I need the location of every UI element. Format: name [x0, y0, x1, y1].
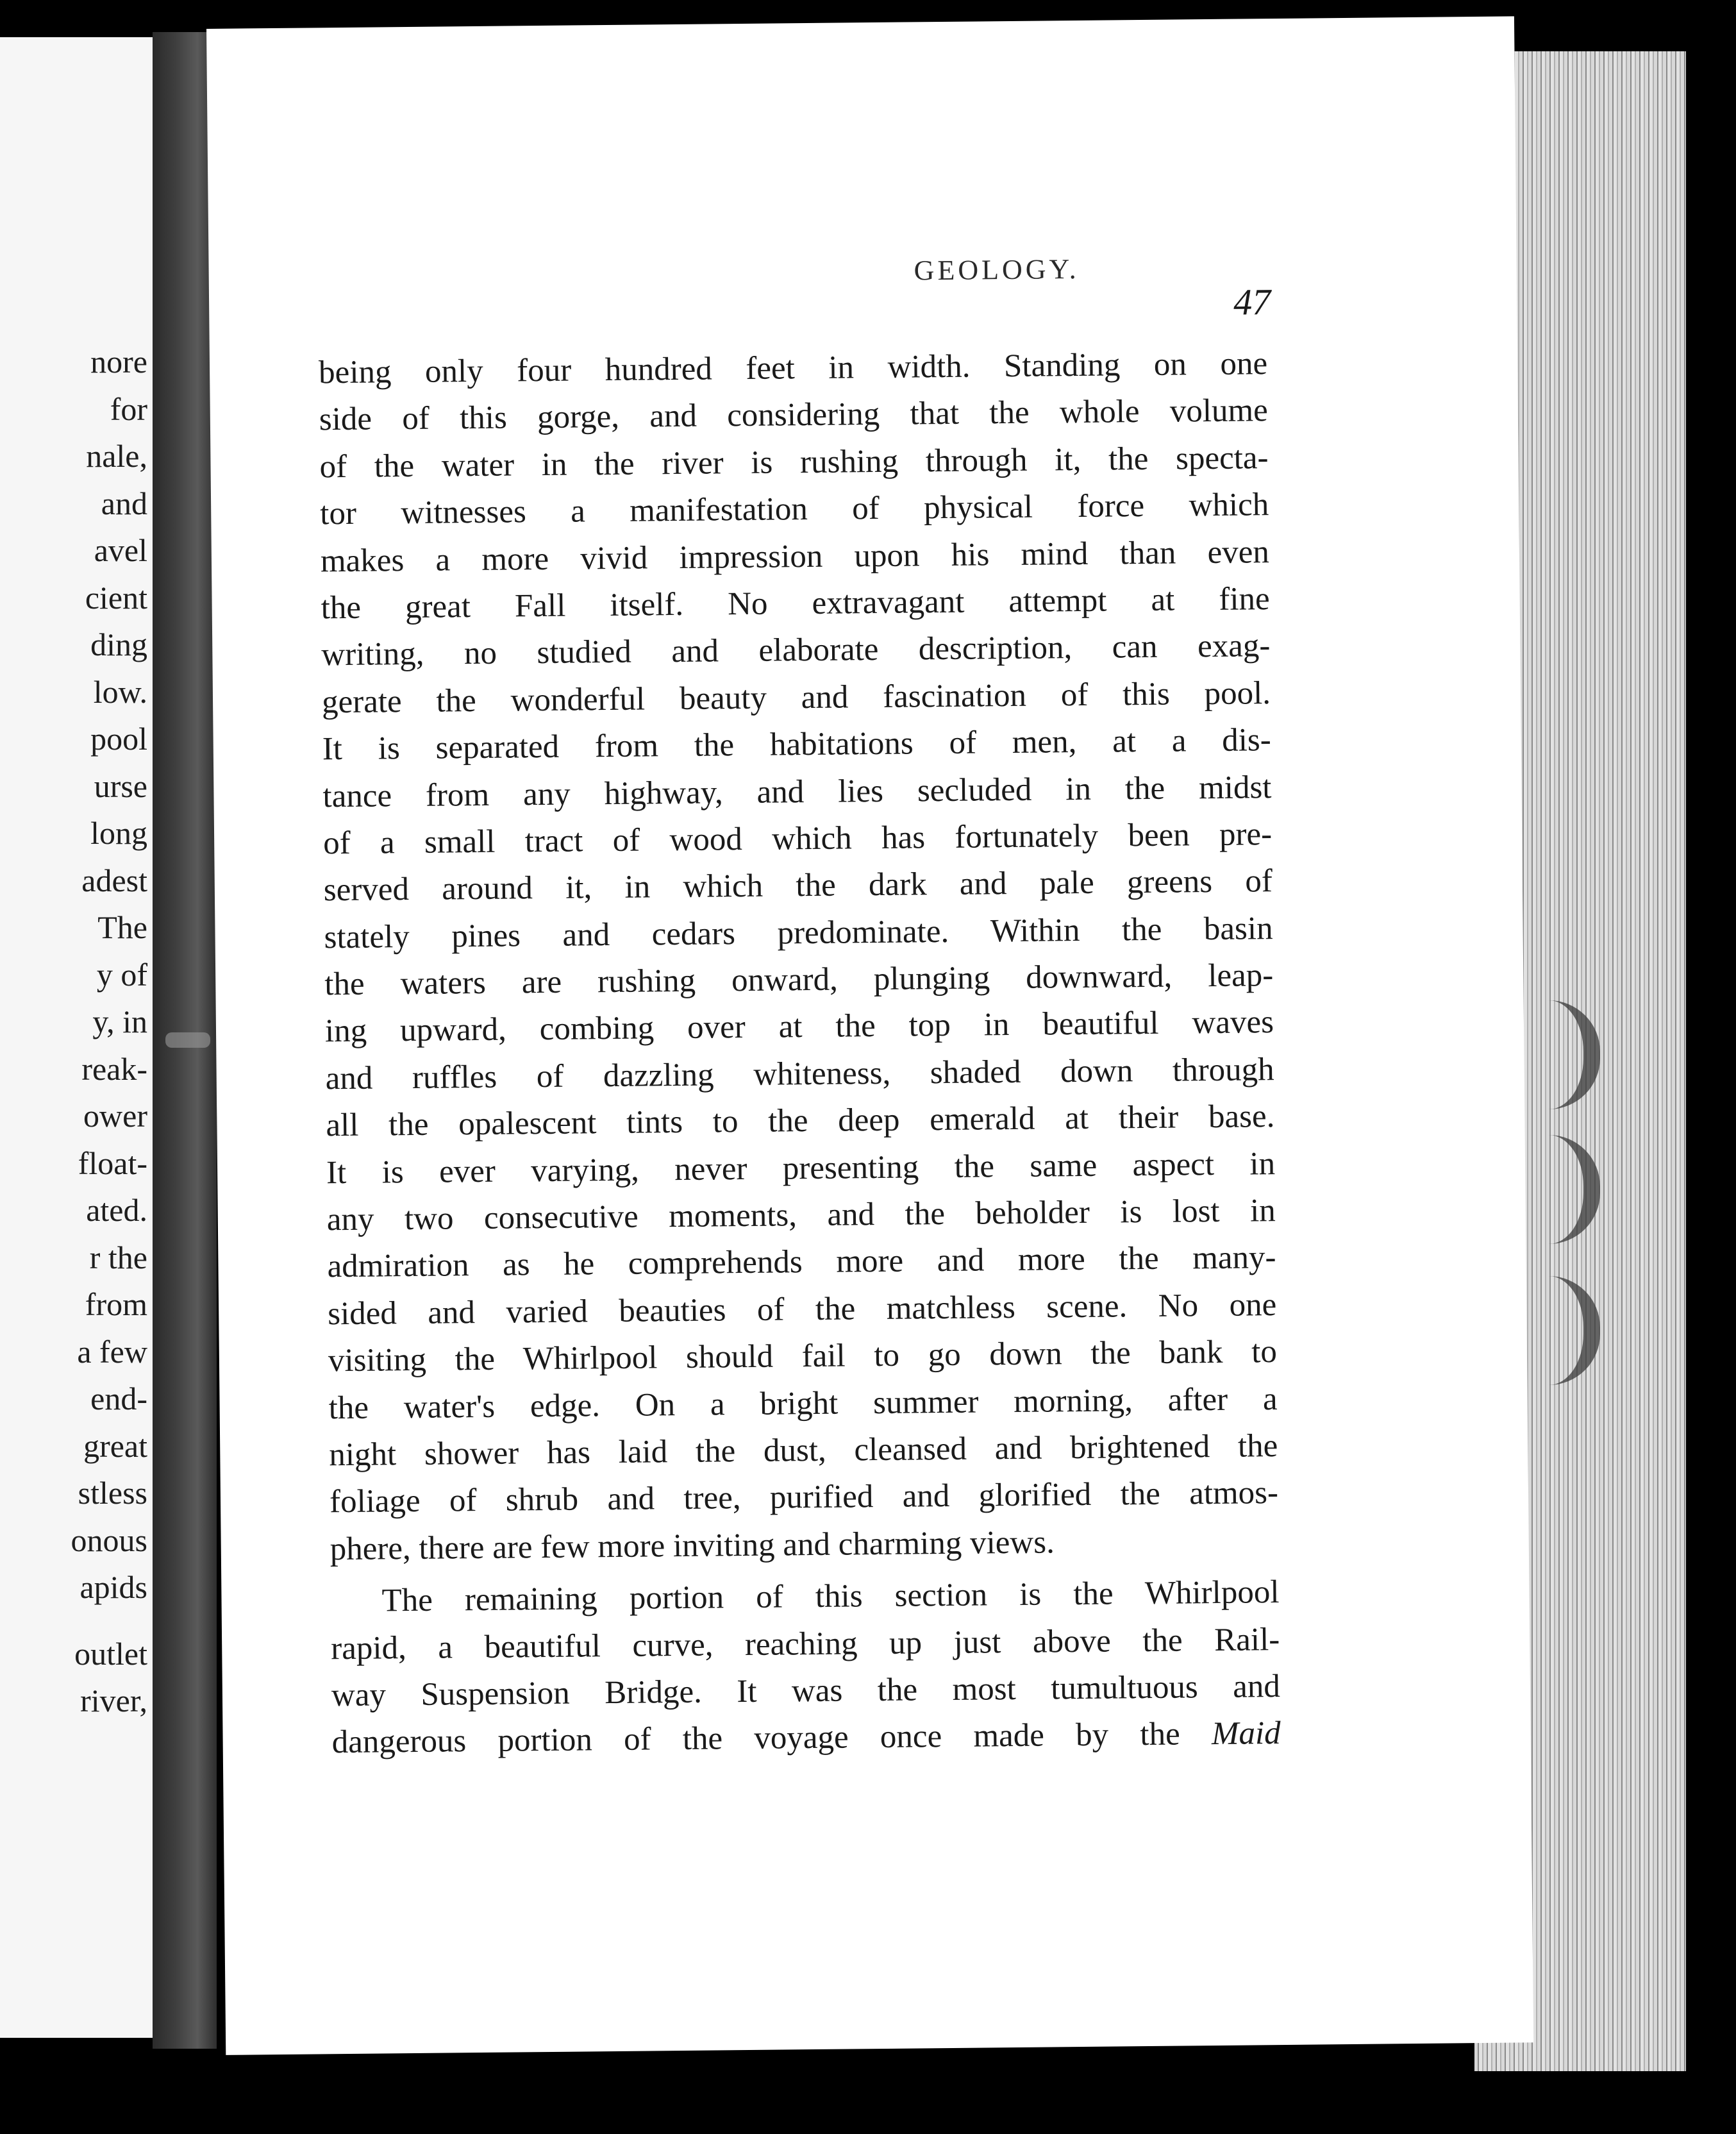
text-segment: dangerous portion of the voyage once made by the [331, 1716, 1212, 1761]
left-fragment: from [85, 1286, 147, 1322]
left-fragment: end- [90, 1381, 147, 1416]
left-fragment: ding [90, 626, 147, 662]
left-page-fragments [71, 339, 147, 1725]
left-fragment: onous [71, 1522, 147, 1558]
text-line: admiration as he comprehends more and more the many- [327, 1239, 1276, 1285]
left-fragment: y of [96, 956, 147, 993]
text-line: tor witnesses a manifestation of physical force which [320, 487, 1269, 532]
left-fragment: a few [77, 1333, 147, 1370]
left-fragment: low. [93, 673, 147, 710]
left-fragment: r the [89, 1239, 147, 1275]
text-line: rapid, a beautiful curve, reaching up just above the Rail- [330, 1621, 1280, 1667]
gutter-smudge [165, 1032, 210, 1048]
text-line: of the water in the river is rushing through it, the specta- [319, 439, 1269, 485]
left-fragment: nore [90, 344, 147, 380]
left-fragment: reak- [81, 1050, 147, 1087]
left-fragment: avel [94, 532, 147, 568]
left-fragment: nale, [86, 438, 147, 474]
text-line: visiting the Whirlpool should fail to go down the bank to [328, 1334, 1278, 1379]
running-head: GEOLOGY. [914, 253, 1080, 287]
text-line: side of this gorge, and considering that the whole volume [319, 392, 1269, 438]
text-line: ing upward, combing over at the top in beautiful waves [324, 1004, 1274, 1050]
italic-word: Maid [1211, 1715, 1281, 1752]
left-fragment: long [90, 815, 147, 851]
text-line: It is separated from the habitations of men, at a dis- [322, 722, 1271, 768]
left-fragment: and [101, 485, 147, 521]
text-line: It is ever varying, never presenting the same aspect in [326, 1145, 1276, 1191]
text-line: the water's edge. On a bright summer morning, after a [328, 1381, 1278, 1426]
text-line: of a small tract of wood which has fortunately been pre- [322, 816, 1273, 862]
text-line: the waters are rushing onward, plunging downward, leap- [324, 957, 1274, 1003]
left-fragment: for [110, 391, 147, 427]
text-line: gerate the wonderful beauty and fascination of this pool. [321, 675, 1271, 721]
left-fragment: stless [78, 1475, 147, 1511]
left-fragment: apids [79, 1569, 147, 1605]
left-fragment: urse [94, 768, 147, 804]
page-number: 47 [1233, 281, 1271, 323]
body-text [319, 340, 1281, 1767]
text-line: being only four hundred feet in width. Standing on one [318, 346, 1268, 391]
left-fragment: float- [78, 1145, 147, 1181]
paragraph-gap [71, 1611, 147, 1631]
left-fragment: adest [81, 862, 147, 898]
left-fragment: The [97, 909, 147, 945]
text-line: way Suspension Bridge. It was the most tumultuous and [331, 1668, 1281, 1714]
left-fragment: pool [90, 721, 147, 757]
left-fragment: river, [80, 1683, 147, 1718]
left-facing-page [0, 37, 153, 2038]
text-line: tance from any highway, and lies secluded in the midst [322, 769, 1272, 814]
text-line: makes a more vivid impression upon his mind than even [320, 534, 1270, 579]
text-line: stately pines and cedars predominate. Within the basin [324, 910, 1273, 955]
text-line: night shower has laid the dust, cleansed and brightened the [329, 1428, 1278, 1474]
text-line: served around it, in which the dark and pale greens of [323, 863, 1273, 909]
text-line: The remaining portion of this section is the Whirlpool [381, 1574, 1280, 1619]
left-fragment: cient [85, 579, 147, 616]
text-line: foliage of shrub and tree, purified and glorified the atmos- [329, 1475, 1279, 1520]
main-book-page [206, 16, 1533, 2054]
text-line-final [331, 1710, 1281, 1767]
text-line: and ruffles of dazzling whiteness, shaded down through [325, 1051, 1274, 1097]
left-fragment: great [83, 1427, 147, 1464]
left-fragment: ower [83, 1098, 147, 1134]
text-line: sided and varied beauties of the matchless scene. No one [327, 1286, 1277, 1332]
text-line: phere, there are few more inviting and charming views. [330, 1524, 1055, 1568]
text-line: any two consecutive moments, and the beholder is lost in [326, 1193, 1276, 1238]
left-fragment: y, in [92, 1004, 147, 1039]
text-line: all the opalescent tints to the deep emerald at their base. [326, 1098, 1275, 1144]
text-line: the great Fall itself. No extravagant attempt at fine [321, 581, 1270, 626]
left-fragment: outlet [74, 1635, 147, 1672]
left-fragment: ated. [86, 1192, 147, 1228]
text-line: writing, no studied and elaborate description, can exag- [321, 628, 1271, 673]
